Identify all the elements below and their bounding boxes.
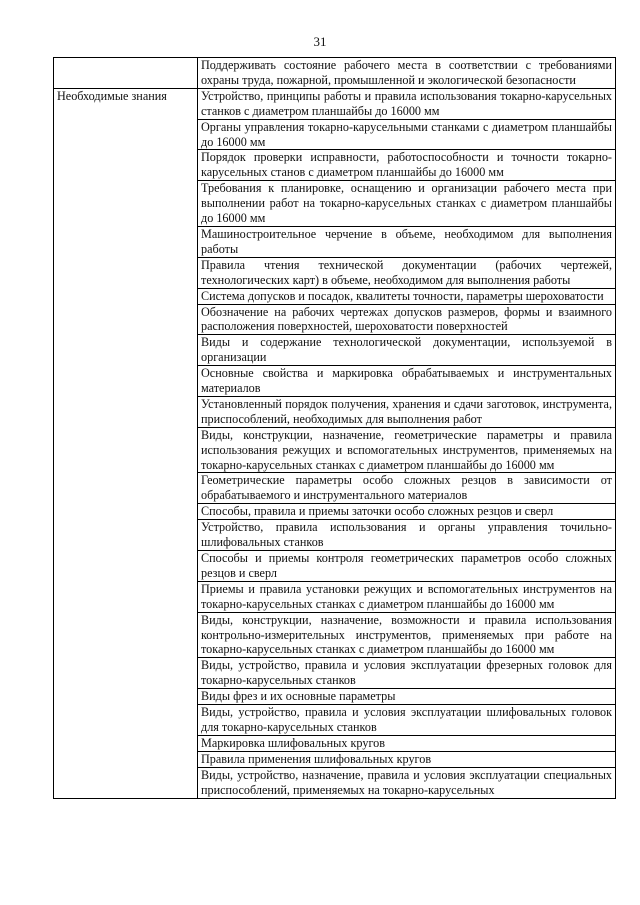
table-cell-text: Установленный порядок получения, хранения и сдачи заготовок, инструмента, приспособлений, необходимых для выполнения работ xyxy=(198,396,616,427)
table-cell-text: Устройство, принципы работы и правила использования токарно-карусельных станков с диаметром планшайбы до 16000 мм xyxy=(198,88,616,119)
table-cell-text: Правила применения шлифовальных кругов xyxy=(198,751,616,767)
table-cell-text: Правила чтения технической документации (рабочих чертежей, технологических карт) в объеме, необходимом для выполнения работы xyxy=(198,257,616,288)
table-cell-text: Требования к планировке, оснащению и организации рабочего места при выполнении работ на токарно-карусельных станках с диаметром планшайбы до 16000 мм xyxy=(198,181,616,227)
table-cell-text: Обозначение на рабочих чертежах допусков размеров, формы и взаимного расположения поверхностей, шероховатости поверхностей xyxy=(198,304,616,335)
table-cell-text: Виды, устройство, правила и условия эксплуатации фрезерных головок для токарно-карусельных станков xyxy=(198,658,616,689)
table-cell-text: Геометрические параметры особо сложных резцов в зависимости от обрабатываемого и инструментального материалов xyxy=(198,473,616,504)
table-cell-text: Поддерживать состояние рабочего места в соответствии с требованиями охраны труда, пожарной, промышленной и экологической безопасности xyxy=(198,58,616,89)
table-cell-text: Порядок проверки исправности, работоспособности и точности токарно-карусельных станов с диаметром планшайбы до 16000 мм xyxy=(198,150,616,181)
table-cell-text: Машиностроительное черчение в объеме, необходимом для выполнения работы xyxy=(198,226,616,257)
table-row xyxy=(54,58,616,89)
table-cell-text: Виды, конструкции, назначение, геометрические параметры и правила использования режущих и вспомогательных инструментов, применяемых на токарно-карусельных станках с диаметром планшайбы до 16000 мм xyxy=(198,427,616,473)
table-cell-text: Виды фрез и их основные параметры xyxy=(198,689,616,705)
section-label: Необходимые знания xyxy=(54,88,198,798)
table-cell-text: Способы и приемы контроля геометрических параметров особо сложных резцов и сверл xyxy=(198,551,616,582)
table-cell-text: Виды и содержание технологической документации, используемой в организации xyxy=(198,335,616,366)
knowledge-table xyxy=(53,57,616,799)
table-cell-text: Устройство, правила использования и органы управления точильно-шлифовальных станков xyxy=(198,520,616,551)
label-cell-empty xyxy=(54,58,198,89)
page-number: 31 xyxy=(313,34,327,49)
table-row xyxy=(54,88,616,119)
table-cell-text: Способы, правила и приемы заточки особо сложных резцов и сверл xyxy=(198,504,616,520)
table-cell-text: Основные свойства и маркировка обрабатываемых и инструментальных материалов xyxy=(198,366,616,397)
table-cell-text: Виды, устройство, правила и условия эксплуатации шлифовальных головок для токарно-карусельных станков xyxy=(198,705,616,736)
table-cell-text: Органы управления токарно-карусельными станками с диаметром планшайбы до 16000 мм xyxy=(198,119,616,150)
table-cell-text: Виды, устройство, назначение, правила и условия эксплуатации специальных приспособлений, применяемых на токарно-карусельных xyxy=(198,767,616,798)
table-cell-text: Система допусков и посадок, квалитеты точности, параметры шероховатости xyxy=(198,288,616,304)
table-cell-text: Приемы и правила установки режущих и вспомогательных инструментов на токарно-карусельных станках с диаметром планшайбы до 16000 мм xyxy=(198,581,616,612)
table-cell-text: Маркировка шлифовальных кругов xyxy=(198,735,616,751)
table-cell-text: Виды, конструкции, назначение, возможности и правила использования контрольно-измерительных инструментов, применяемых при работе на токарно-карусельных станках с диаметром планшайбы до 16000 мм xyxy=(198,612,616,658)
